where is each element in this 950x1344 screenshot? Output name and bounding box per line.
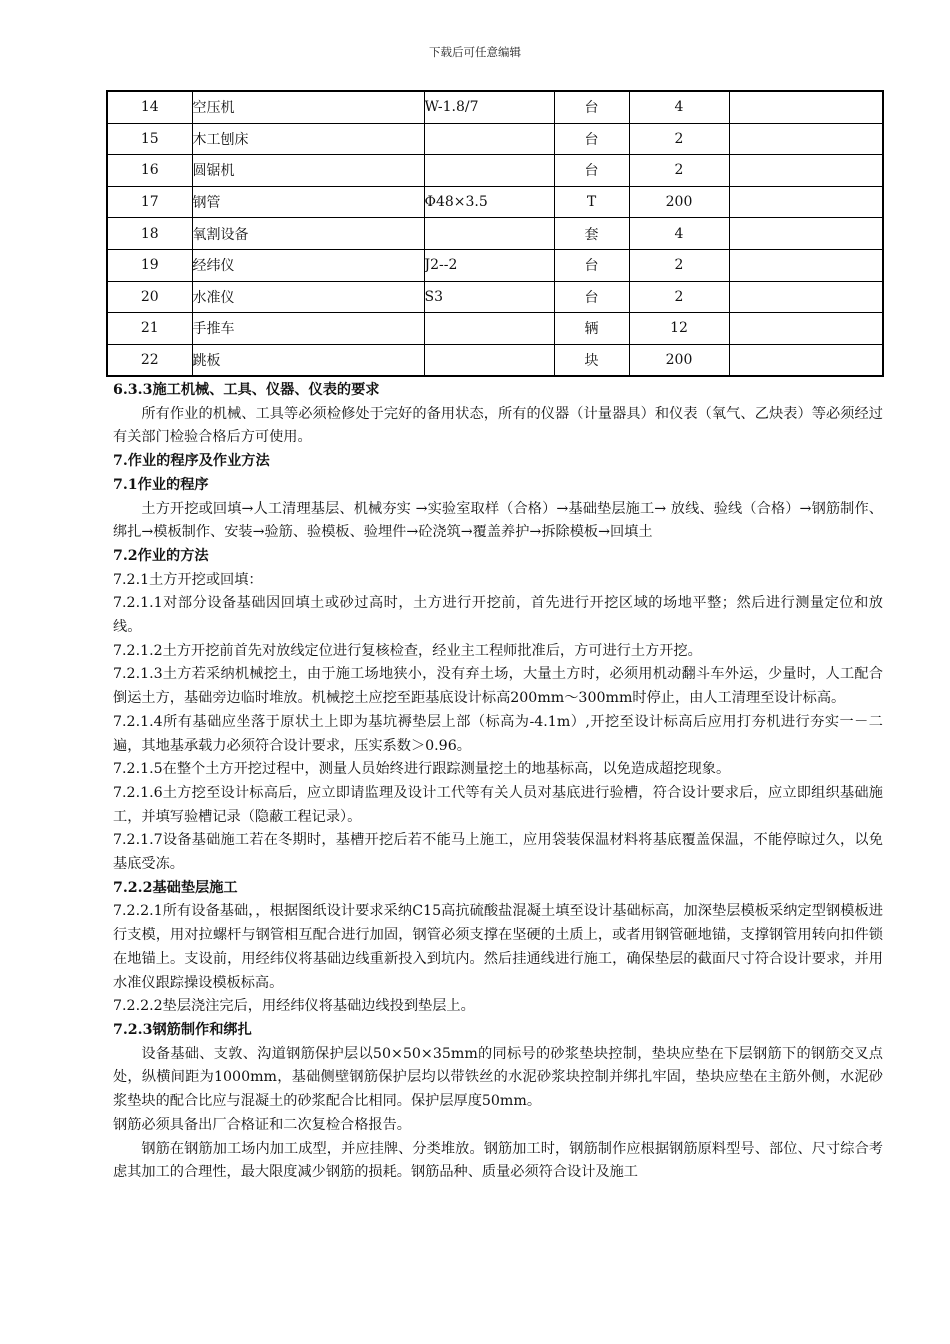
cell-name: 木工刨床 [192,123,424,155]
cell-quantity: 12 [629,313,729,345]
paragraph: 设备基础、支敦、沟道钢筋保护层以50×50×35mm的同标号的砂浆垫块控制，垫块应垫在下层钢筋下的钢筋交叉点处，纵横间距为1000mm，基础侧壁钢筋保护层均以带铁丝的水泥砂浆块控制并绑扎牢固，垫块应垫在主筋外侧，水泥砂浆垫块的配合比应与混凝土的砂浆配合比相同。保护层厚度50mm。 [113,1045,883,1110]
section-heading: 7.2.2基础垫层施工 [113,879,238,896]
cell-number: 18 [107,218,192,250]
paragraph: 7.2.1.3土方若采纳机械挖土，由于施工场地狭小，没有弃土场，大量土方时，必须用机动翻斗车外运，少量时，人工配合倒运土方，基础旁边临时堆放。机械挖土应挖至距基底设计标高200mm～300mm时停止，由人工清理至设计标高。 [113,666,883,707]
paragraph: 7.2.1.5在整个土方开挖过程中，测量人员始终进行跟踪测量挖土的地基标高，以免造成超挖现象。 [113,761,731,778]
cell-quantity: 200 [629,186,729,218]
cell-unit: 台 [554,155,629,187]
cell-quantity: 2 [629,155,729,187]
section-heading: 7.1作业的程序 [113,476,209,493]
cell-unit: 台 [554,91,629,123]
section-heading: 6.3.3施工机械、工具、仪器、仪表的要求 [113,382,380,398]
cell-name: 水准仪 [192,281,424,313]
cell-spec: S3 [424,281,554,313]
table-row [107,186,883,218]
cell-name: 氧割设备 [192,218,424,250]
cell-spec: W-1.8/7 [424,91,554,123]
cell-unit: 块 [554,344,629,376]
cell-note [729,91,883,123]
section-heading: 7.2.3钢筋制作和绑扎 [113,1021,252,1038]
cell-note [729,186,883,218]
cell-quantity: 4 [629,91,729,123]
cell-quantity: 2 [629,249,729,281]
cell-number: 19 [107,249,192,281]
paragraph: 7.2.1.6土方挖至设计标高后，应立即请监理及设计工代等有关人员对基底进行验槽，符合设计要求后，应立即组织基础施工，并填写验槽记录（隐蔽工程记录）。 [113,784,883,825]
table-row [107,281,883,313]
table-row [107,218,883,250]
cell-note [729,281,883,313]
table-row [107,91,883,123]
cell-note [729,218,883,250]
header-note: 下载后可任意编辑 [429,45,521,59]
cell-number: 17 [107,186,192,218]
cell-quantity: 2 [629,281,729,313]
cell-name: 经纬仪 [192,249,424,281]
cell-spec: J2--2 [424,249,554,281]
cell-unit: T [554,186,629,218]
cell-spec: Φ48×3.5 [424,186,554,218]
cell-number: 16 [107,155,192,187]
cell-number: 14 [107,91,192,123]
cell-spec [424,155,554,187]
paragraph: 7.2.1.1对部分设备基础因回填土或砂过高时，土方进行开挖前，首先进行开挖区域的场地平整；然后进行测量定位和放线。 [113,595,883,636]
table-row [107,123,883,155]
cell-spec [424,123,554,155]
paragraph: 7.2.1.4所有基础应坐落于原状土上即为基坑褥垫层上部（标高为-4.1m）,开挖至设计标高后应用打夯机进行夯实一－二遍，其地基承载力必须符合设计要求，压实系数＞0.96。 [113,713,883,754]
document-body [113,379,883,1185]
cell-name: 跳板 [192,344,424,376]
cell-unit: 台 [554,281,629,313]
cell-quantity: 4 [629,218,729,250]
cell-unit: 辆 [554,313,629,345]
cell-name: 圆锯机 [192,155,424,187]
cell-note [729,313,883,345]
cell-number: 21 [107,313,192,345]
cell-number: 22 [107,344,192,376]
cell-spec [424,344,554,376]
table-row [107,249,883,281]
cell-name: 钢管 [192,186,424,218]
paragraph: 7.2.1.2土方开挖前首先对放线定位进行复核检查，经业主工程师批准后，方可进行土方开挖。 [113,642,702,659]
paragraph: 所有作业的机械、工具等必须检修处于完好的备用状态，所有的仪器（计量器具）和仪表（氧气、乙炔表）等必须经过有关部门检验合格后方可使用。 [113,405,883,446]
paragraph: 7.2.2.2垫层浇注完后，用经纬仪将基础边线投到垫层上。 [113,998,475,1015]
cell-unit: 台 [554,249,629,281]
paragraph: 7.2.2.1所有设备基础，，根据图纸设计要求采纳C15高抗硫酸盐混凝土填至设计基础标高，加深垫层模板采纳定型钢模板进行支模，用对拉螺杆与钢管相互配合进行加固，钢管必须支撑在坚硬的土质上，或者用钢管砸地锚，支撑钢管用转向扣件锁在地锚上。支设前，用经纬仪将基础边线重新投入到坑内。然后挂通线进行施工，确保垫层的截面尺寸符合设计要求，并用水准仪跟踪操设模板标高。 [113,903,883,991]
cell-number: 15 [107,123,192,155]
section-heading: 7.作业的程序及作业方法 [113,453,270,470]
table-row [107,344,883,376]
cell-note [729,155,883,187]
cell-name: 手推车 [192,313,424,345]
cell-spec [424,313,554,345]
table-row [107,155,883,187]
paragraph: 土方开挖或回填→人工清理基层、机械夯实 →实验室取样（合格）→基础垫层施工→ 放线、验线（合格）→钢筋制作、绑扎→模板制作、安装→验筋、验模板、验埋件→砼浇筑→覆盖养护→拆除模板→回填土 [113,500,883,541]
cell-note [729,249,883,281]
paragraph: 钢筋在钢筋加工场内加工成型，并应挂牌、分类堆放。钢筋加工时，钢筋制作应根据钢筋原料型号、部位、尺寸综合考虑其加工的合理性，最大限度减少钢筋的损耗。钢筋品种、质量必须符合设计及施工 [113,1140,883,1181]
cell-note [729,344,883,376]
section-heading: 7.2作业的方法 [113,547,209,564]
cell-quantity: 2 [629,123,729,155]
cell-note [729,123,883,155]
cell-unit: 套 [554,218,629,250]
cell-unit: 台 [554,123,629,155]
paragraph: 钢筋必须具备出厂合格证和二次复检合格报告。 [113,1116,411,1133]
paragraph: 7.2.1土方开挖或回填： [113,571,263,588]
cell-quantity: 200 [629,344,729,376]
table-row [107,313,883,345]
equipment-table [106,90,884,377]
cell-name: 空压机 [192,91,424,123]
cell-number: 20 [107,281,192,313]
paragraph: 7.2.1.7设备基础施工若在冬期时，基槽开挖后若不能马上施工，应用袋装保温材料将基底覆盖保温，不能停晾过久，以免基底受冻。 [113,832,883,873]
cell-spec [424,218,554,250]
